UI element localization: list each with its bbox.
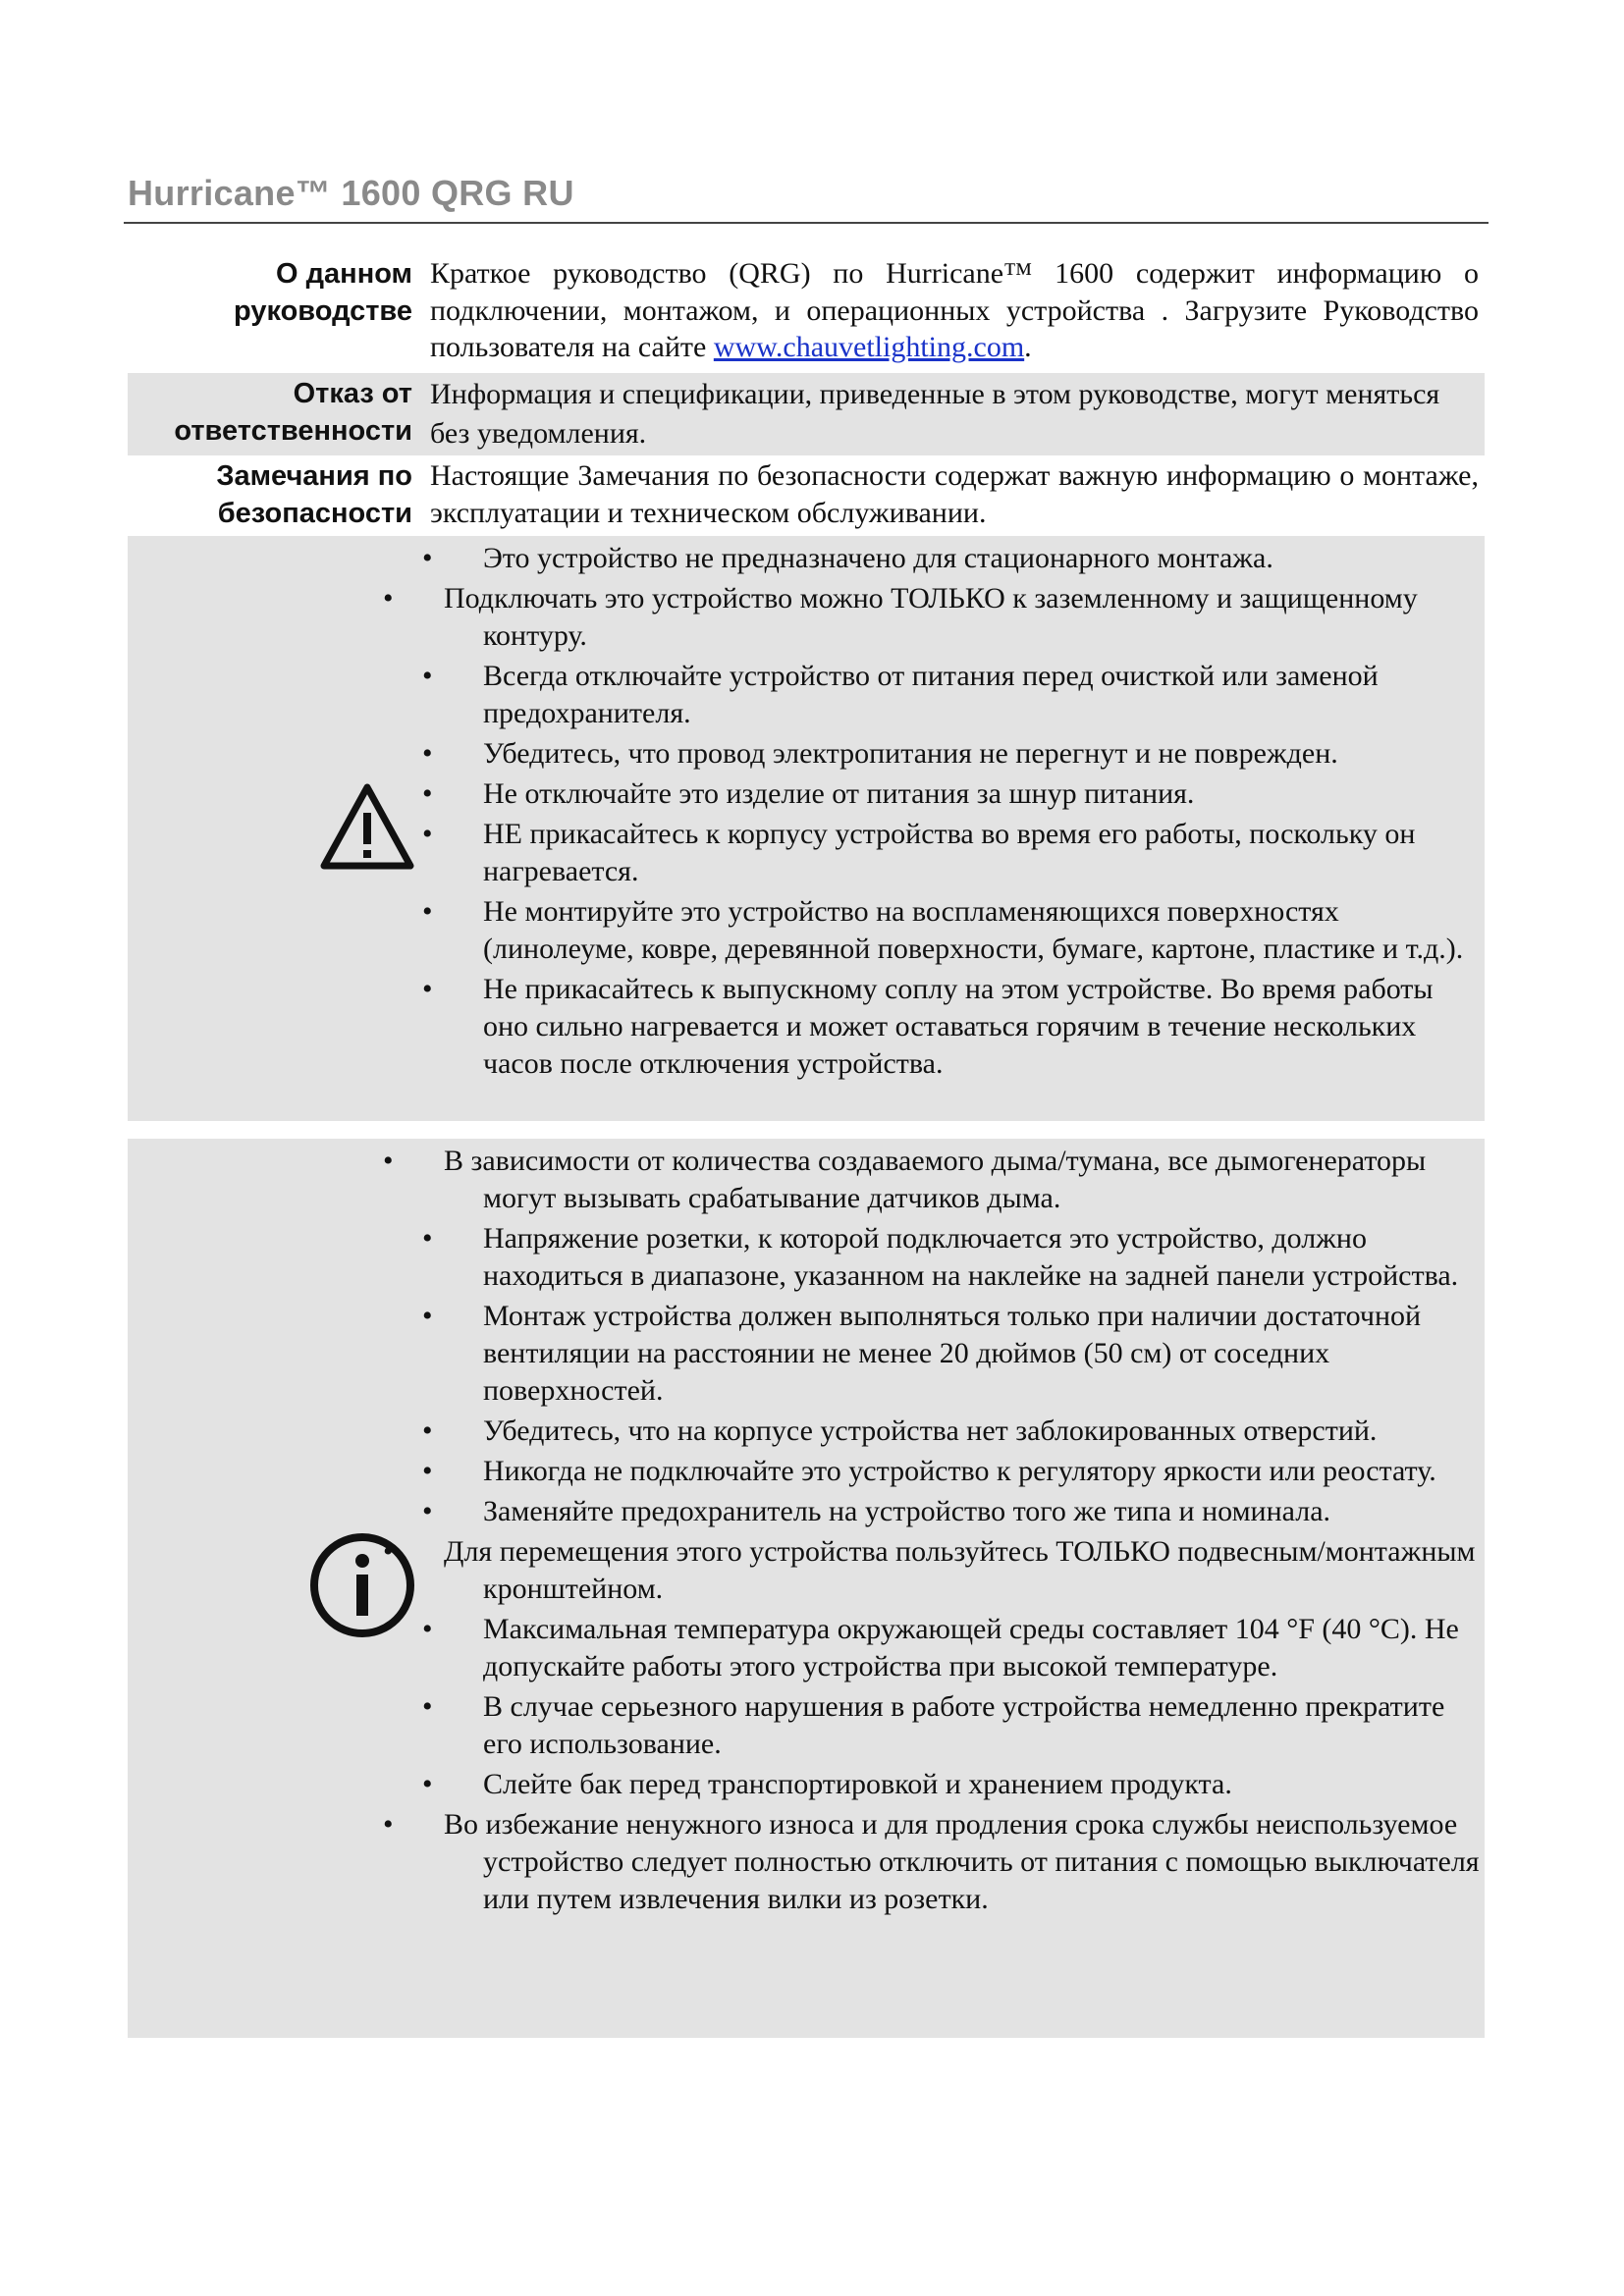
warning-item: • Всегда отключайте устройство от питания перед очисткой или заменой предохранителя.: [422, 658, 1483, 732]
info-circle-icon: [308, 1531, 416, 1639]
warning-item: • Не прикасайтесь к выпускному соплу на этом устройстве. Во время работы оно сильно нагревается и может оставаться горячим в течение нескольких часов после отключения устройства.: [422, 971, 1483, 1083]
warning-block: [128, 536, 1485, 1121]
info-item: • Слейте бак перед транспортировкой и хранением продукта.: [422, 1766, 1483, 1803]
warning-item: • Это устройство не предназначено для стационарного монтажа.: [422, 540, 1483, 577]
info-block: [128, 1139, 1485, 2038]
section-disclaimer-label-line1: Отказ от: [293, 378, 412, 409]
section-about: [128, 253, 1485, 367]
section-safety-text: Настоящие Замечания по безопасности содержат важную информацию о монтаже, эксплуатации и техническом обслуживании.: [430, 459, 1479, 529]
warning-item: • Не монтируйте это устройство на воспламеняющихся поверхностях (линолеуме, ковре, деревянной поверхности, бумаге, картоне, пластике и т.д.).: [422, 893, 1483, 968]
info-list: [422, 1143, 1483, 1921]
section-about-label-line2: руководстве: [233, 295, 412, 327]
section-safety-label: [128, 457, 412, 532]
chauvet-website-link[interactable]: www.chauvetlighting.com: [713, 331, 1025, 363]
warning-item: • Не отключайте это изделие от питания за шнур питания.: [422, 775, 1483, 813]
section-disclaimer-label: [128, 375, 412, 450]
info-item: • Монтаж устройства должен выполняться только при наличии достаточной вентиляции на расстоянии не менее 20 дюймов (50 см) от соседних поверхностей.: [422, 1298, 1483, 1410]
section-about-text: [430, 255, 1479, 366]
warning-item: • Убедитесь, что провод электропитания не перегнут и не поврежден.: [422, 735, 1483, 773]
warning-item: • НЕ прикасайтесь к корпусу устройства во время его работы, поскольку он нагревается.: [422, 816, 1483, 890]
section-disclaimer-label-line2: ответственности: [174, 415, 412, 447]
section-disclaimer-text: Информация и спецификации, приведенные в этом руководстве, могут меняться без уведомления.: [430, 378, 1440, 450]
info-item: • Заменяйте предохранитель на устройство того же типа и номинала.: [422, 1493, 1483, 1530]
info-item: • В зависимости от количества создаваемого дыма/тумана, все дымогенераторы могут вызывать срабатывание датчиков дыма.: [422, 1143, 1483, 1217]
section-about-label: [128, 255, 412, 330]
section-safety: [128, 457, 1485, 536]
info-item: • Для перемещения этого устройства пользуйтесь ТОЛЬКО подвесным/монтажным кронштейном.: [422, 1533, 1483, 1608]
section-disclaimer: [128, 373, 1485, 455]
warning-list: [422, 540, 1483, 1086]
info-item: • Никогда не подключайте это устройство к регулятору яркости или реостату.: [422, 1453, 1483, 1490]
warning-item: • Подключать это устройство можно ТОЛЬКО к заземленному и защищенному контуру.: [422, 580, 1483, 655]
section-about-text-end: .: [1024, 331, 1032, 363]
warning-triangle-icon: [318, 781, 416, 872]
section-about-text-main: Краткое руководство (QRG) по Hurricane™ 1600 содержит информацию о подключении, монтажом, и операционных устройства . Загрузите Руководство пользователя на сайте: [430, 257, 1479, 363]
info-item: • Напряжение розетки, к которой подключается это устройство, должно находиться в диапазоне, указанном на наклейке на задней панели устройства.: [422, 1220, 1483, 1295]
section-about-label-line1: О данном: [276, 258, 412, 290]
header-divider: [124, 222, 1489, 224]
section-safety-label-line1: Замечания по: [216, 460, 412, 492]
info-item: • В случае серьезного нарушения в работе устройства немедленно прекратите его использование.: [422, 1688, 1483, 1763]
section-safety-label-line2: безопасности: [217, 498, 412, 529]
info-item: • Максимальная температура окружающей среды составляет 104 °F (40 °C). Не допускайте работы этого устройства при высокой температуре.: [422, 1611, 1483, 1685]
info-item: • Убедитесь, что на корпусе устройства нет заблокированных отверстий.: [422, 1413, 1483, 1450]
info-item: • Во избежание ненужного износа и для продления срока службы неиспользуемое устройство следует полностью отключить от питания с помощью выключателя или путем извлечения вилки из розетки.: [422, 1806, 1483, 1918]
page-header-title: Hurricane™ 1600 QRG RU: [128, 173, 574, 213]
